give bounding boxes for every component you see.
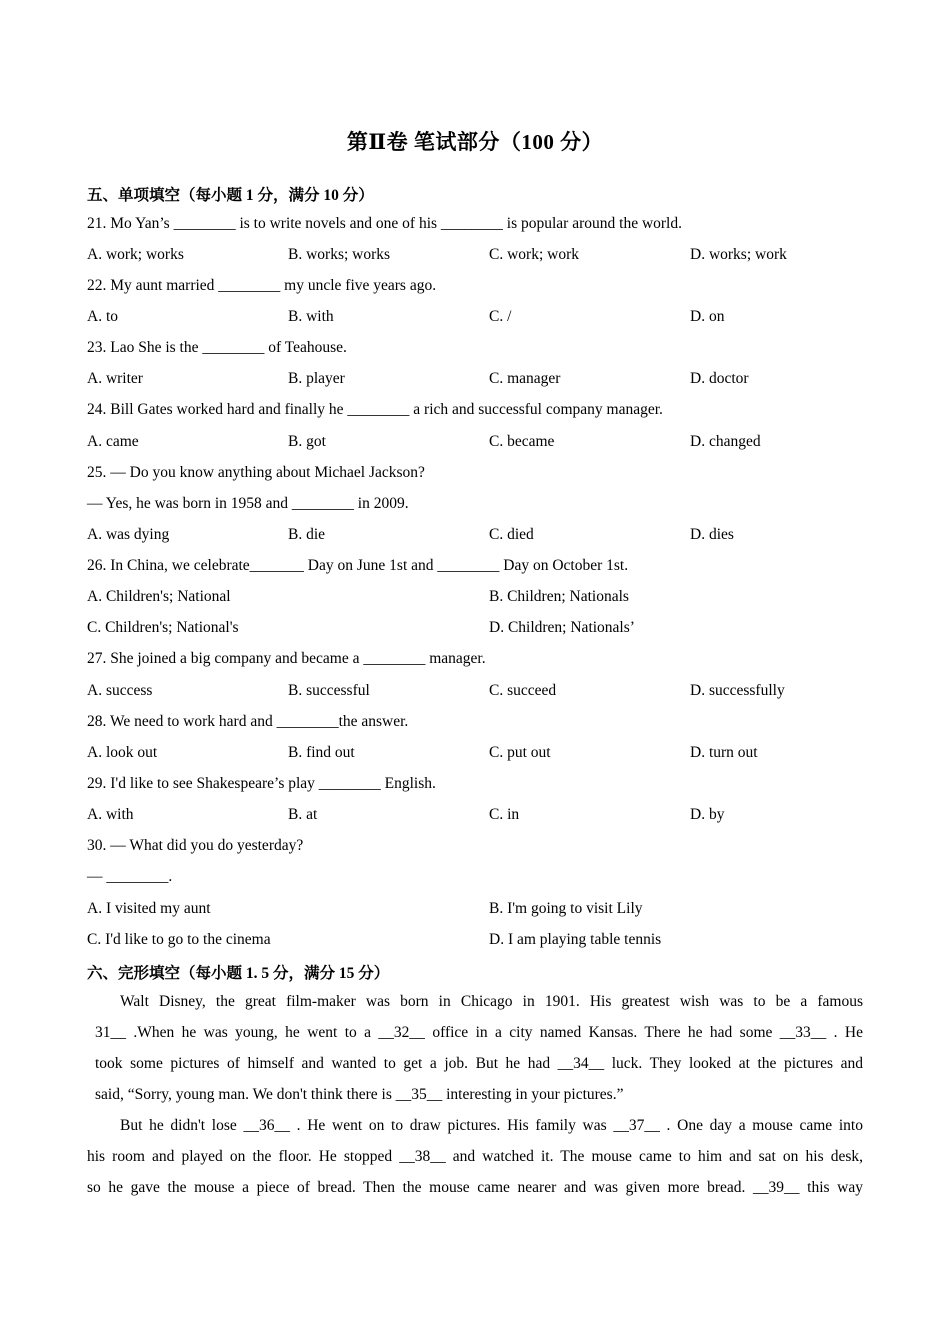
option: A. writer: [87, 370, 143, 387]
cloze-line: Walt Disney, the great film-maker was born in Chicago in 1901. His greatest wish was to be a famous: [120, 993, 863, 1010]
option: C. Children's; National's: [87, 619, 239, 636]
option: B. works; works: [288, 246, 391, 263]
option: B. successful: [288, 682, 370, 699]
question-stem: 26. In China, we celebrate_______ Day on June 1st and ________ Day on October 1st.: [87, 557, 629, 574]
option: C. died: [489, 526, 534, 543]
option: A. success: [87, 682, 153, 699]
cloze-line: But he didn't lose __36__ . He went on to draw pictures. His family was __37__ . One day a mouse came into: [120, 1117, 863, 1134]
option: B. player: [288, 370, 345, 387]
question-stem: 28. We need to work hard and ________the answer.: [87, 713, 409, 730]
question-stem: 24. Bill Gates worked hard and finally he ________ a rich and successful company manager.: [87, 401, 663, 418]
question-stem: 30. — What did you do yesterday?: [87, 837, 304, 854]
cloze-line: his room and played on the floor. He stopped __38__ and watched it. The mouse came to him and sat on his desk,: [87, 1148, 863, 1165]
option: A. work; works: [87, 246, 184, 263]
option-row: [87, 744, 890, 766]
option: A. came: [87, 433, 139, 450]
question-stem: 27. She joined a big company and became a ________ manager.: [87, 650, 486, 667]
cloze-line: 31__ .When he was young, he went to a __32__ office in a city named Kansas. There he had some __33__ . He: [95, 1024, 863, 1041]
option: A. was dying: [87, 526, 170, 543]
section-six-heading: 六、完形填空（每小题 1. 5 分，满分 15 分）: [87, 965, 390, 982]
option-row: [87, 308, 890, 330]
option-row: [87, 806, 890, 828]
option: B. with: [288, 308, 334, 325]
option: B. die: [288, 526, 326, 543]
option: B. got: [288, 433, 326, 450]
question-stem: 23. Lao She is the ________ of Teahouse.: [87, 339, 347, 356]
option: D. turn out: [690, 744, 758, 761]
option: D. changed: [690, 433, 761, 450]
question-stem: 22. My aunt married ________ my uncle five years ago.: [87, 277, 437, 294]
option: B. I'm going to visit Lily: [489, 900, 643, 917]
option: C. manager: [489, 370, 561, 387]
option-row: [87, 682, 890, 704]
option: C. became: [489, 433, 555, 450]
section-five-heading: 五、单项填空（每小题 1 分，满分 10 分）: [87, 187, 374, 204]
option: A. with: [87, 806, 134, 823]
option: D. Children; Nationals’: [489, 619, 635, 636]
option: C. I'd like to go to the cinema: [87, 931, 271, 948]
option: C. put out: [489, 744, 551, 761]
option: C. succeed: [489, 682, 557, 699]
question-stem: 25. — Do you know anything about Michael Jackson?: [87, 464, 425, 481]
option-row: [87, 246, 890, 268]
page-title: 第Ⅱ卷 笔试部分（100 分）: [346, 130, 604, 154]
option: B. at: [288, 806, 318, 823]
option-row: [87, 900, 890, 922]
option: D. on: [690, 308, 725, 325]
option: D. successfully: [690, 682, 785, 699]
option: D. works; work: [690, 246, 787, 263]
option: D. by: [690, 806, 725, 823]
question-stem: 21. Mo Yan’s ________ is to write novels and one of his ________ is popular around the world.: [87, 215, 682, 232]
option: C. work; work: [489, 246, 579, 263]
option: A. look out: [87, 744, 158, 761]
option: C. /: [489, 308, 512, 325]
option-row: [87, 433, 890, 455]
question-stem: — ________.: [87, 868, 173, 885]
option: C. in: [489, 806, 520, 823]
option: D. doctor: [690, 370, 749, 387]
cloze-line: took some pictures of himself and wanted to get a job. But he had __34__ luck. They looked at the pictures and: [95, 1055, 863, 1072]
option: A. I visited my aunt: [87, 900, 211, 917]
option-row: [87, 619, 890, 641]
option-row: [87, 931, 890, 953]
question-stem: — Yes, he was born in 1958 and ________ in 2009.: [87, 495, 409, 512]
option: A. to: [87, 308, 118, 325]
option: A. Children's; National: [87, 588, 231, 605]
option: B. Children; Nationals: [489, 588, 629, 605]
option-row: [87, 588, 890, 610]
option-row: [87, 526, 890, 548]
cloze-line: so he gave the mouse a piece of bread. Then the mouse came nearer and was given more bread. __39__ this way: [87, 1179, 863, 1196]
question-stem: 29. I'd like to see Shakespeare’s play ________ English.: [87, 775, 436, 792]
option: B. find out: [288, 744, 355, 761]
option-row: [87, 370, 890, 392]
cloze-line: said, “Sorry, young man. We don't think there is __35__ interesting in your pictures.”: [95, 1086, 624, 1103]
option: D. dies: [690, 526, 734, 543]
option: D. I am playing table tennis: [489, 931, 662, 948]
